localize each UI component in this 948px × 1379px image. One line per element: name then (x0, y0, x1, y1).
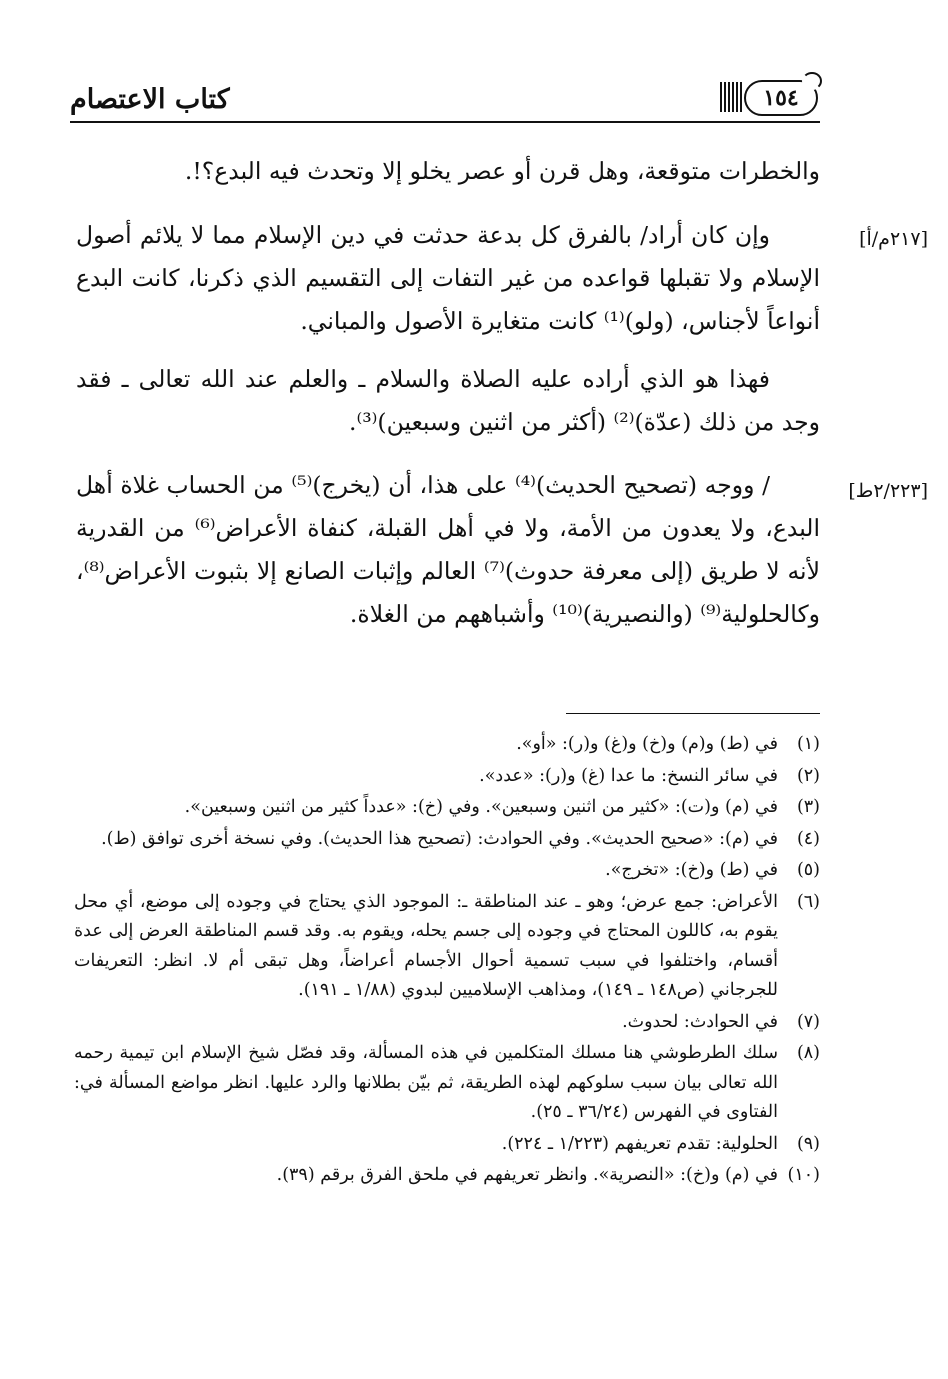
footnote (74, 1161, 820, 1191)
footnote (74, 793, 820, 823)
ornament-curl (802, 72, 822, 90)
footnote-text: في (م) و(خ): «النصرية». وانظر تعريفهم في ملحق الفرق برقم (٣٩). (276, 1165, 778, 1185)
footnote-text: سلك الطرطوشي هنا مسلك المتكلمين في هذه المسألة، وقد فصّل شيخ الإسلام ابن تيمية رحمه الله تعالى بيان سبب سلوكهم لهذه الطريقة، ثم بيّن بطلانها والرد عليها. انظر مواضع المسألة في: الفتاوى في الفهرس (٣٦/٢٤ ـ ٢٥). (74, 1043, 778, 1122)
paragraph-3: فهذا هو الذي أراده عليه الصلاة والسلام ـ والعلم عند الله تعالى ـ فقد وجد من ذلك (عدّة)⁽²⁾ (أكثر من اثنين وسبعين)⁽³⁾. (76, 365, 820, 436)
footnote-separator (566, 713, 820, 714)
footnote-number: (٩) (796, 1133, 820, 1154)
footnote-number: (١٠) (787, 1165, 820, 1185)
footnote (74, 856, 820, 886)
footnote-text: الحلولية: تقدم تعريفهم (١/٢٢٣ ـ ٢٢٤). (501, 1133, 778, 1154)
footnote-number: (٧) (796, 1011, 820, 1032)
footnote (74, 1008, 820, 1038)
footnote (74, 825, 820, 855)
footnote (74, 888, 820, 1006)
footnote (74, 1130, 820, 1160)
footnote (74, 762, 820, 792)
page-number-ornament (720, 76, 818, 118)
footnote-text: الأعراض: جمع عرض؛ وهو ـ عند المناطقة ـ: الموجود الذي يحتاج في وجوده إلى موضع، أي محل يقوم به، كاللون المحتاج في وجوده إلى جسم يحله، ويقوم به. وقد قسم المناطقة العرض إلى عدة أقسام، واختلفوا في سبب تسمية أحوال الأجسام أعراضاً، وهل تبقى أم لا. انظر: التعريفات للجرجاني (ص١٤٨ ـ ١٤٩)، ومذاهب الإسلاميين لبدوي (١/٨٨ ـ ١٩١). (74, 891, 778, 1000)
footnote-text: في (م): «صحيح الحديث». وفي الحوادث: (تصحيح هذا الحديث). وفي نسخة أخرى توافق (ط). (101, 828, 778, 849)
paragraph-4: / ووجه (تصحيح الحديث)⁽⁴⁾ على هذا، أن (يخرج)⁽⁵⁾ من الحساب غلاة أهل البدع، ولا يعدون من الأمة، ولا في أهل القبلة، كنفاة الأعراض⁽⁶⁾ من القدرية لأنه لا طريق (إلى معرفة حدوث)⁽⁷⁾ العالم وإثبات الصانع إلا بثبوت الأعراض⁽⁸⁾، وكالحلولية⁽⁹⁾ (والنصيرية)⁽¹⁰⁾ وأشباههم من الغلاة. (76, 471, 820, 628)
footnote-text: في (ط) و(خ): «تخرج». (605, 860, 778, 880)
margin-reference-1: [٢١٧م/أ] (859, 228, 928, 250)
footnote-text: في سائر النسخ: ما عدا (غ) و(ر): «عدد». (479, 765, 778, 786)
footnote-text: في الحوادث: لحدوث. (622, 1011, 778, 1032)
footnote-number: (٦) (796, 891, 820, 912)
paragraph-1: والخطرات متوقعة، وهل قرن أو عصر يخلو إلا وتحدث فيه البدع؟!. (184, 157, 820, 185)
footnotes-list (74, 730, 820, 1193)
ornament-bars (720, 82, 742, 112)
footnote (74, 1039, 820, 1128)
footnote-number: (٨) (796, 1043, 820, 1063)
footnote-number: (١) (796, 734, 820, 754)
header-rule (70, 121, 820, 123)
footnote (74, 730, 820, 760)
running-title: كتاب الاعتصام (70, 84, 230, 115)
footnote-number: (٤) (796, 828, 820, 849)
page-number: ١٥٤ (744, 80, 818, 116)
footnote-number: (٥) (796, 860, 820, 880)
footnote-number: (٣) (796, 797, 820, 817)
footnote-number: (٢) (796, 765, 820, 786)
footnote-text: في (م) و(ت): «كثير من اثنين وسبعين». وفي (خ): «عدداً كثير من اثنين وسبعين». (184, 797, 778, 817)
paragraph-2: وإن كان أراد/ بالفرق كل بدعة حدثت في دين الإسلام مما لا يلائم أصول الإسلام ولا تقبلها قواعده من غير التفات إلى التقسيم الذي ذكرنا، كانت البدع أنواعاً لأجناس، (ولو)⁽¹⁾ كانت متغايرة الأصول والمباني. (76, 221, 820, 335)
footnote-text: في (ط) و(م) و(خ) و(غ) و(ر): «أو». (516, 734, 778, 754)
margin-reference-2: [٢/٢٢٣ط] (848, 480, 928, 502)
